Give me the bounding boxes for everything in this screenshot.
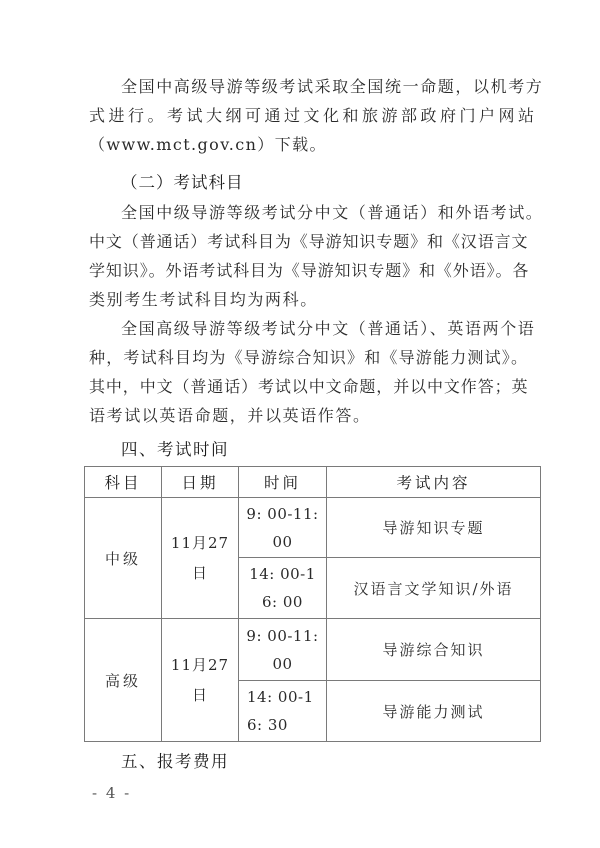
table-row: [85, 619, 541, 681]
paragraph-intermediate-line-1: 全国中级导游等级考试分中文（普通话）和外语考试。: [121, 203, 544, 222]
paragraph-advanced-line-1: 全国高级导游等级考试分中文（普通话）、英语两个语: [121, 319, 536, 338]
header-time: 时间: [239, 467, 327, 498]
exam-schedule-table: [84, 466, 541, 742]
section-heading-exam-fees: 五、报考费用: [121, 752, 229, 771]
page-number: - 4 -: [92, 784, 132, 802]
paragraph-intermediate-line-4: 类别考生考试科目均为两科。: [89, 290, 318, 309]
paragraph-advanced-line-2: 种，考试科目均为《导游综合知识》和《导游能力测试》。: [89, 348, 529, 367]
level-cell-intermediate: 中级: [85, 498, 162, 619]
header-content: 考试内容: [327, 467, 541, 498]
content-cell: 汉语言文学知识/外语: [327, 558, 541, 619]
header-date: 日期: [162, 467, 239, 498]
table-row: [85, 498, 541, 558]
paragraph-intermediate-line-2: 中文（普通话）考试科目为《导游知识专题》和《汉语言文: [89, 232, 529, 251]
paragraph-intermediate-line-3: 学知识》。外语考试科目为《导游知识专题》和《外语》。各: [89, 261, 530, 280]
header-subject: 科目: [85, 467, 162, 498]
subheading-exam-subjects: （二）考试科目: [121, 173, 244, 192]
paragraph-exam-format-line-2: 式进行。考试大纲可通过文化和旅游部政府门户网站: [89, 106, 538, 125]
level-cell-advanced: 高级: [85, 619, 162, 742]
date-cell-advanced: 11月27日: [162, 619, 239, 742]
table-header-row: [85, 467, 541, 498]
time-cell: 14: 00-16: 00: [239, 558, 327, 619]
content-cell: 导游知识专题: [327, 498, 541, 558]
content-cell: 导游综合知识: [327, 619, 541, 681]
paragraph-advanced-line-4: 语考试以英语命题，并以英语作答。: [89, 406, 371, 425]
time-cell: 9: 00-11: 00: [239, 619, 327, 681]
content-cell: 导游能力测试: [327, 681, 541, 742]
time-cell: 9: 00-11: 00: [239, 498, 327, 558]
section-heading-exam-time: 四、考试时间: [121, 440, 229, 459]
date-cell-intermediate: 11月27日: [162, 498, 239, 619]
paragraph-exam-format-line-1: 全国中高级导游等级考试采取全国统一命题，以机考方: [121, 77, 544, 96]
time-cell: 14: 00-16: 30: [239, 681, 327, 742]
paragraph-exam-format-line-3: （www.mct.gov.cn）下载。: [89, 135, 327, 154]
paragraph-advanced-line-3: 其中，中文（普通话）考试以中文命题，并以中文作答；英: [89, 377, 529, 396]
